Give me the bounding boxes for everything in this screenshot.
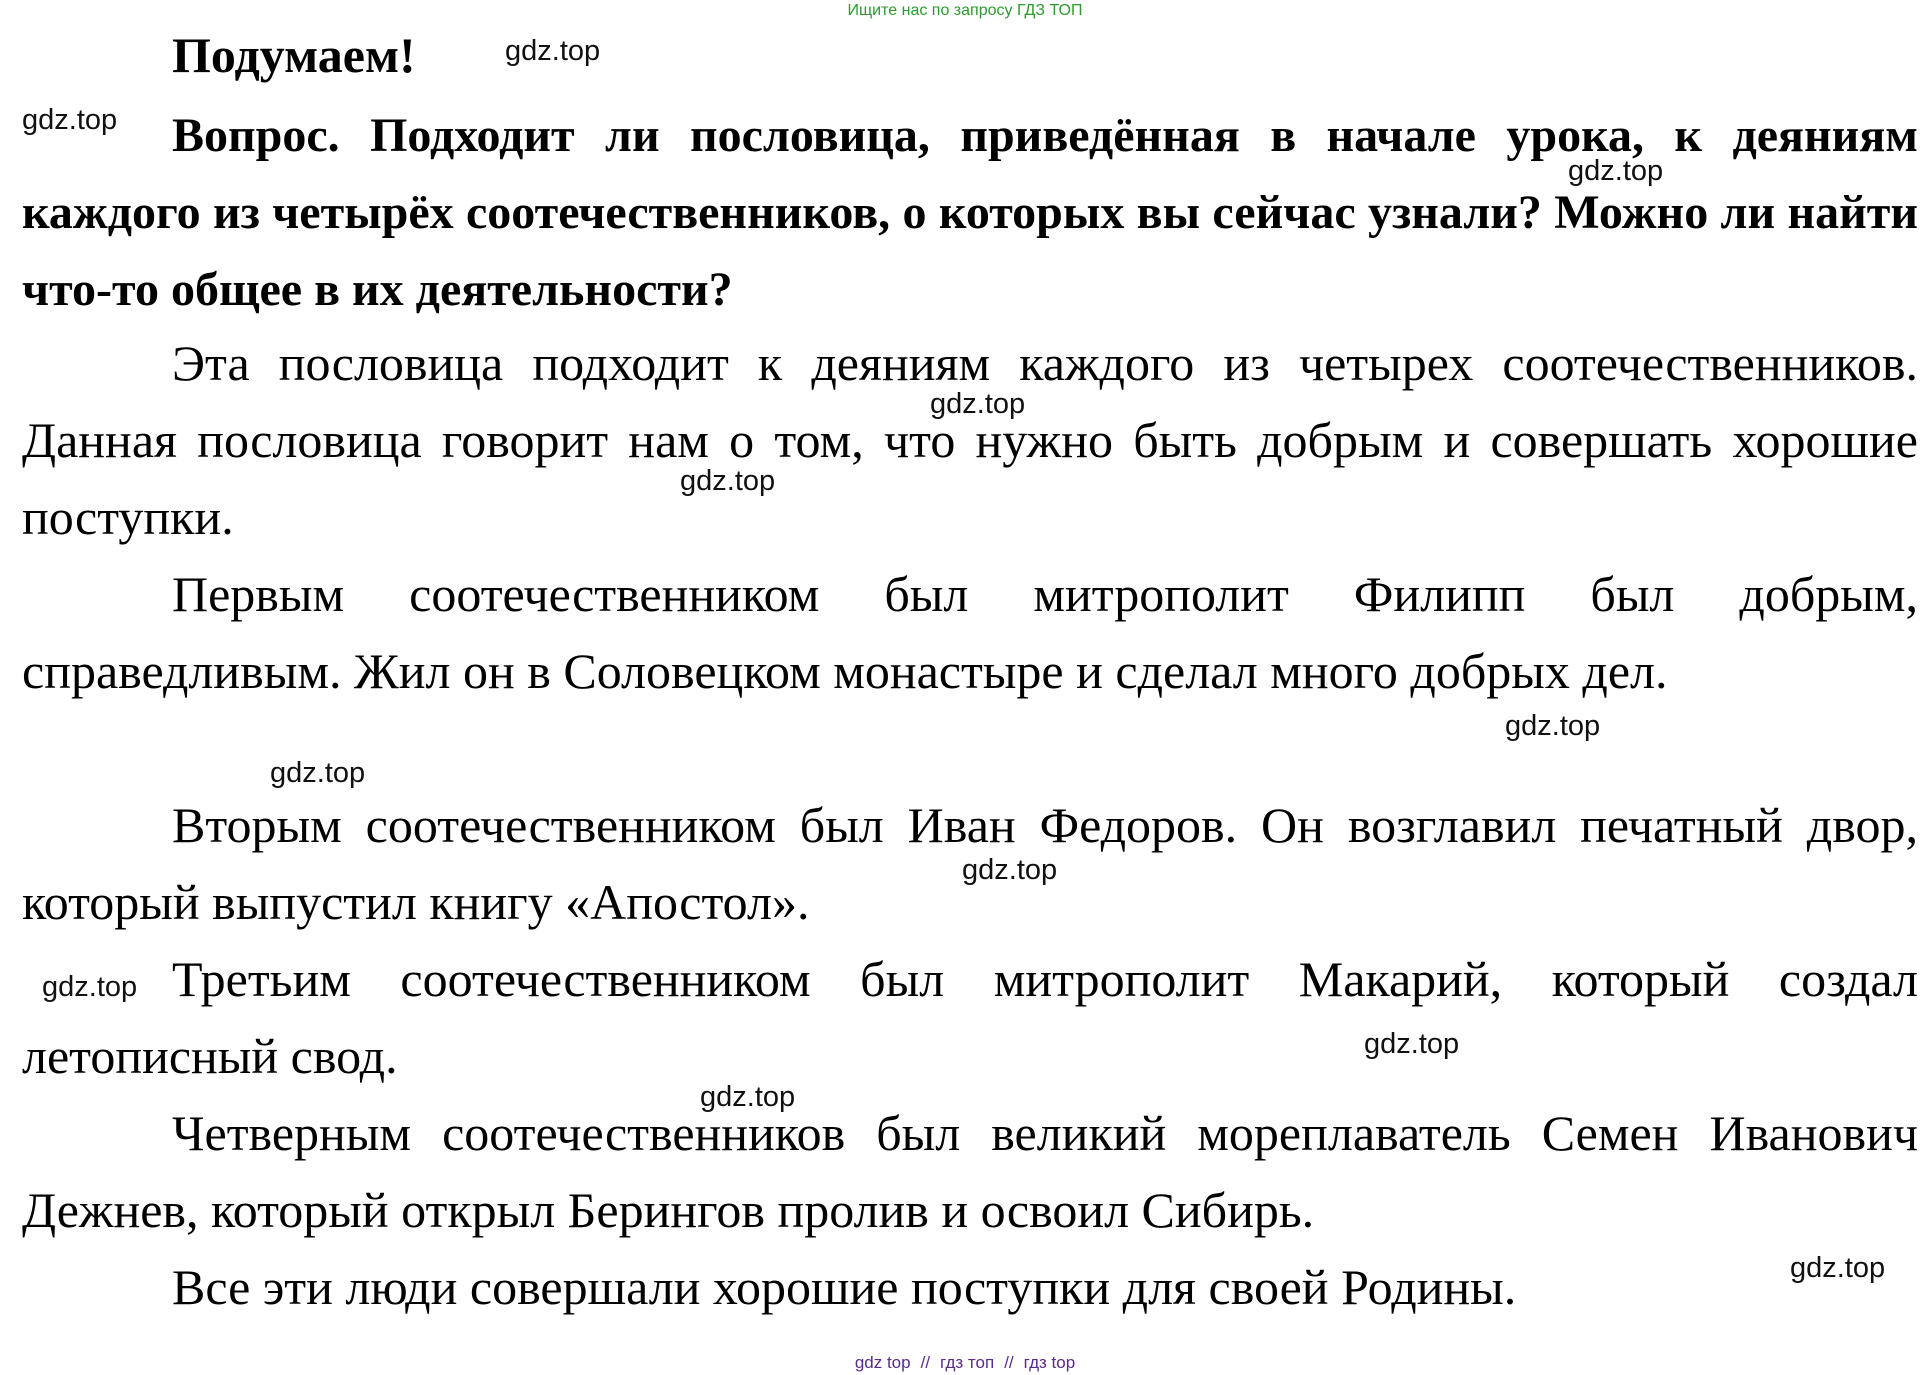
footer-links <box>0 1352 1930 1374</box>
footer-link[interactable]: gdz top <box>854 1353 911 1372</box>
watermark-label: gdz.top <box>962 854 1058 886</box>
watermark-label: gdz.top <box>1505 710 1601 742</box>
footer-link[interactable]: гдз top <box>1023 1353 1076 1372</box>
watermark-label: gdz.top <box>505 35 601 67</box>
watermark-label: gdz.top <box>270 757 366 789</box>
answer-paragraph: Эта пословица подходит к деяниям каждого из четырех соотечественников. Данная пословица говорит нам о том, что нужно быть добрым и совершать хорошие поступки. <box>22 335 1918 545</box>
answer-paragraph: Вторым соотечественником был Иван Федоров. Он возглавил печатный двор, который выпустил книгу «Апостол». <box>22 797 1918 930</box>
answer-paragraph: Первым соотечественником был митрополит Филипп был добрым, справедливым. Жил он в Соловецком монастыре и сделал много добрых дел. <box>22 566 1918 699</box>
footer-separator: // <box>920 1353 931 1372</box>
answer-paragraph: Четверным соотечественников был великий мореплаватель Семен Иванович Дежнев, который открыл Берингов пролив и освоил Сибирь. <box>22 1105 1918 1238</box>
answer-paragraph: Третьим соотечественником был митрополит Макарий, который создал летописный свод. <box>22 951 1918 1084</box>
footer-separator: // <box>1004 1353 1014 1372</box>
watermark-label: gdz.top <box>1568 155 1664 187</box>
watermark-label: gdz.top <box>930 388 1026 420</box>
page-heading: Подумаем! <box>172 27 416 83</box>
watermark-label: gdz.top <box>1364 1028 1460 1060</box>
watermark-label: gdz.top <box>42 971 138 1003</box>
question-text: Вопрос. Подходит ли пословица, приведённая в начале урока, к деяниям каждого из четырёх соотечественников, о которых вы сейчас узнали? Можно ли найти что-то общее в их деятельности? <box>22 109 1918 316</box>
answer-paragraph: Все эти люди совершали хорошие поступки для своей Родины. <box>172 1259 1517 1315</box>
footer-link[interactable]: гдз топ <box>940 1353 995 1372</box>
top-banner: Ищите нас по запросу ГДЗ ТОП <box>847 2 1083 19</box>
watermark-label: gdz.top <box>22 104 118 136</box>
watermark-label: gdz.top <box>700 1081 796 1113</box>
watermark-label: gdz.top <box>1790 1252 1886 1284</box>
watermark-label: gdz.top <box>680 465 776 497</box>
